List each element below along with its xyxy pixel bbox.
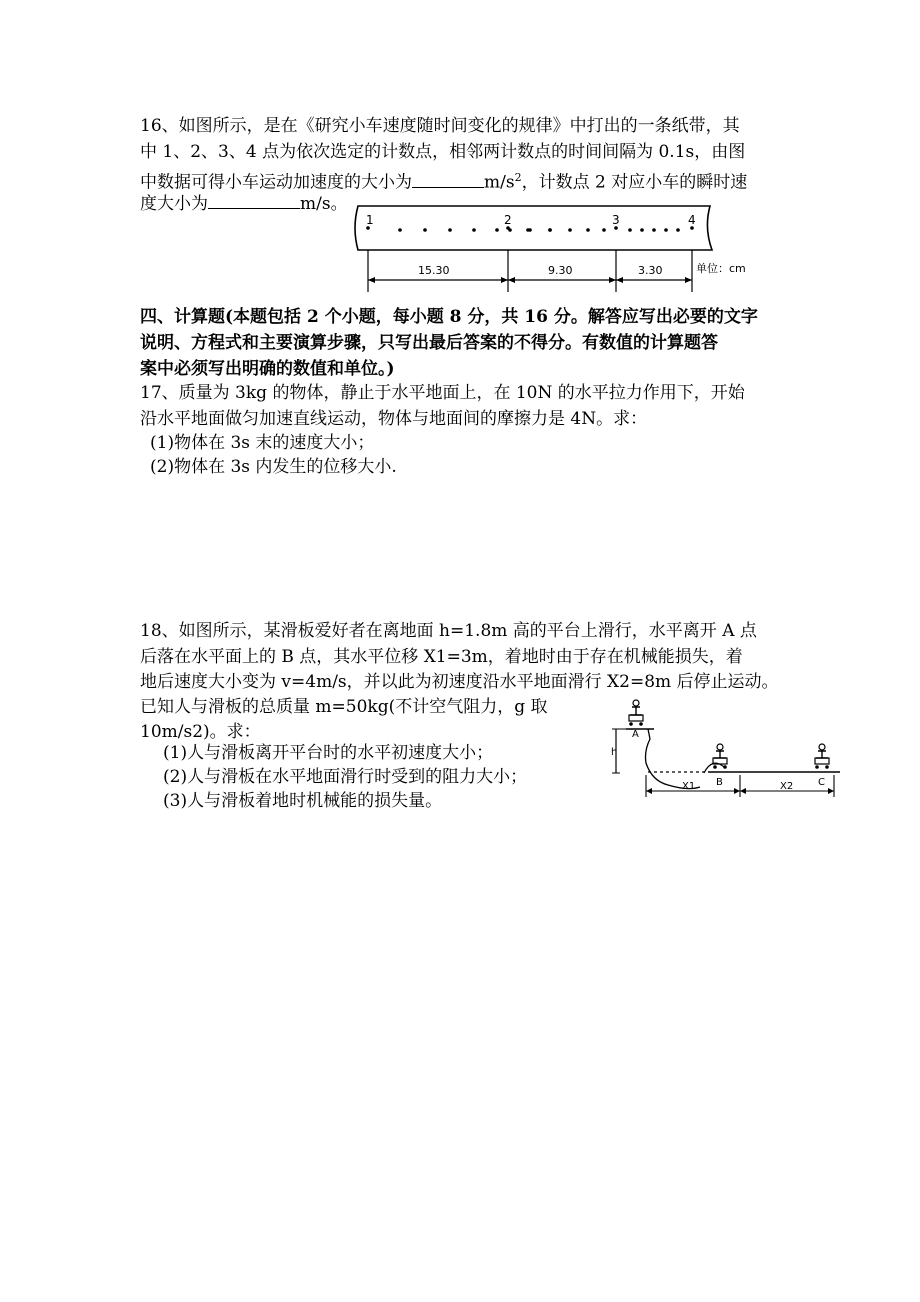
tape-unit-label: 单位：cm <box>696 262 746 275</box>
segment-3-4-label: 3.30 <box>638 264 663 277</box>
q18-line2: 后落在水平面上的 B 点，其水平位移 X1=3m，着地时由于存在机械能损失，着 <box>140 647 743 667</box>
tape-point-3: 3 <box>612 213 620 227</box>
q18-sub1: (1)人与滑板离开平台时的水平初速度大小； <box>163 743 494 763</box>
label-b: B <box>716 777 723 788</box>
label-h: h <box>611 747 618 758</box>
q16-line3-post: ，计数点 2 对应小车的瞬时速 <box>521 172 748 193</box>
q18-line4: 已知人与滑板的总质量 m=50kg(不计空气阻力，g 取 <box>140 697 548 717</box>
skater-a-icon <box>629 700 643 726</box>
q16-line3-exp: 2 <box>514 171 522 184</box>
tape-point-4: 4 <box>688 213 696 227</box>
q16-line1: 16、如图所示，是在《研究小车速度随时间变化的规律》中打出的一条纸带，其 <box>140 116 740 136</box>
platform-edge-curve <box>646 729 701 789</box>
segment-2-3-label: 9.30 <box>548 264 573 277</box>
q17-line2: 沿水平地面做匀加速直线运动，物体与地面间的摩擦力是 4N。求： <box>140 409 648 429</box>
q16-line3-unit: m/s <box>484 172 515 193</box>
q17-sub1: (1)物体在 3s 末的速度大小； <box>150 433 375 453</box>
segment-1-2-label: 15.30 <box>418 264 450 277</box>
q18-line3: 地后速度大小变为 v=4m/s，并以此为初速度沿水平地面滑行 X2=8m 后停止运动。 <box>140 672 779 692</box>
section4-line1: 四、计算题(本题包括 2 个小题，每小题 8 分，共 16 分。解答应写出必要的文字 <box>140 307 758 327</box>
label-x2: X2 <box>780 781 794 792</box>
q16-line2: 中 1、2、3、4 点为依次选定的计数点，相邻两计数点的时间间隔为 0.1s，由图 <box>140 142 746 162</box>
q18-sub2: (2)人与滑板在水平地面滑行时受到的阻力大小； <box>163 767 528 787</box>
q16-line3 <box>140 166 747 195</box>
q16-line3-text: 中数据可得小车运动加速度的大小为 <box>140 172 412 193</box>
tape-point-2: 2 <box>504 213 512 227</box>
section4-line3: 案中必须写出明确的数值和单位。) <box>140 359 395 379</box>
answer-blank-acceleration[interactable] <box>412 171 484 188</box>
skater-c-icon <box>815 744 829 769</box>
paper-tape-figure <box>350 202 746 294</box>
section4-line2: 说明、方程式和主要演算步骤，只写出最后答案的不得分。有数值的计算题答 <box>140 333 718 353</box>
tape-dots <box>366 226 694 232</box>
q18-sub3: (3)人与滑板着地时机械能的损失量。 <box>163 791 443 811</box>
q16-line4 <box>140 192 348 216</box>
label-x1: X1 <box>682 781 696 792</box>
label-a: A <box>632 729 639 740</box>
paper-tape <box>355 206 712 250</box>
answer-blank-velocity[interactable] <box>208 192 300 209</box>
skateboard-figure <box>608 695 848 805</box>
skater-b-icon <box>713 744 727 769</box>
tape-point-1: 1 <box>366 213 374 227</box>
q18-line5: 10m/s2)。求： <box>140 722 261 742</box>
q18-line1: 18、如图所示，某滑板爱好者在离地面 h=1.8m 高的平台上滑行，水平离开 A 点 <box>140 621 757 641</box>
label-c: C <box>818 777 825 788</box>
q16-line4-text: 度大小为 <box>140 194 208 214</box>
q17-sub2: (2)物体在 3s 内发生的位移大小. <box>150 457 397 477</box>
q17-line1: 17、质量为 3kg 的物体，静止于水平地面上，在 10N 的水平拉力作用下，开始 <box>140 383 745 403</box>
q16-line4-unit: m/s。 <box>300 194 348 214</box>
